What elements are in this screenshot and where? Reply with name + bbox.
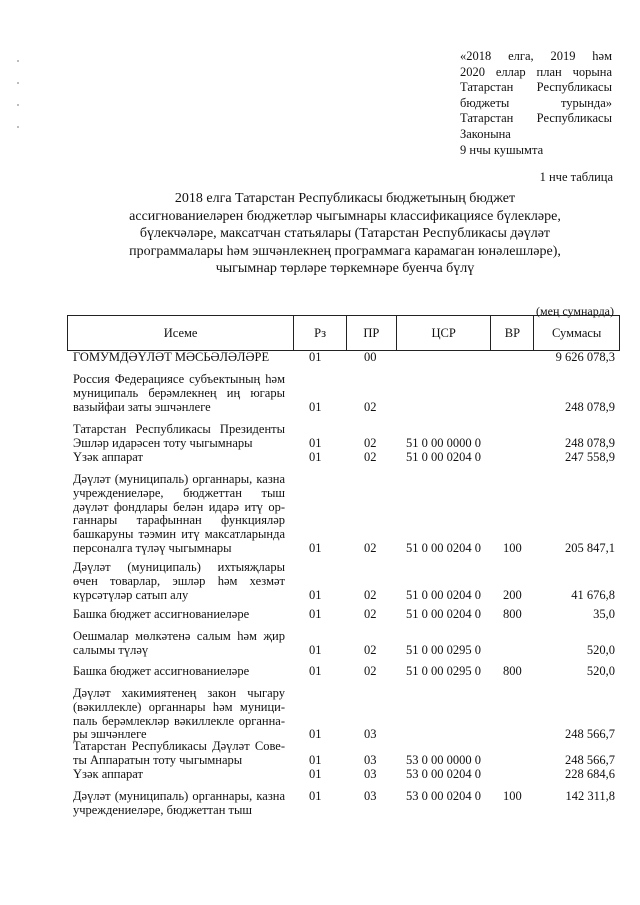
cell-name-line: ГОМУМДӘҮЛӘТ МӘСЬӘЛӘЛӘРЕ — [73, 350, 270, 364]
cell-rz — [293, 687, 346, 742]
cell-vr-value: 100 — [503, 789, 522, 803]
cell-rz — [293, 561, 346, 602]
cell-name-line: Үзәк аппарат — [73, 450, 143, 464]
cell-name — [67, 608, 293, 622]
cell-name — [67, 740, 293, 768]
cell-sum — [534, 351, 620, 365]
cell-csr — [396, 423, 491, 451]
cell-csr — [396, 687, 491, 742]
cell-sum — [534, 740, 620, 768]
cell-pr — [346, 351, 396, 365]
cell-pr — [346, 740, 396, 768]
cell-pr — [346, 373, 396, 414]
cell-pr-value: 02 — [364, 587, 377, 602]
cell-vr — [491, 351, 534, 365]
cell-vr-value: 800 — [503, 664, 522, 678]
table-row — [67, 630, 620, 658]
cell-vr — [491, 665, 534, 679]
cell-pr-value: 02 — [364, 450, 377, 464]
cell-rz — [293, 423, 346, 451]
cell-pr-value: 00 — [364, 350, 377, 364]
table-row — [67, 687, 620, 742]
cell-rz-value: 01 — [309, 350, 322, 364]
cell-rz-value: 01 — [309, 642, 322, 657]
cell-pr-value: 02 — [364, 399, 377, 414]
cell-rz-value: 01 — [309, 767, 322, 781]
cell-name-line: Башка бюджет ассигнованиеләре — [73, 664, 250, 678]
cell-csr — [396, 665, 491, 679]
cell-name-line: дәүләт фондлары белән идарә итү ор- — [73, 499, 285, 514]
cell-pr — [346, 561, 396, 602]
cell-csr-value: 51 0 00 0204 0 — [406, 587, 481, 602]
table-row — [67, 608, 620, 622]
cell-pr — [346, 687, 396, 742]
cell-rz-value: 01 — [309, 435, 322, 450]
cell-pr-value: 02 — [364, 607, 377, 621]
cell-sum-value: 520,0 — [586, 642, 615, 657]
cell-sum-value: 248 078,9 — [565, 399, 615, 414]
cell-pr — [346, 665, 396, 679]
cell-vr-value: 200 — [503, 587, 522, 602]
header-csr: ЦСР — [396, 316, 491, 350]
cell-csr-value: 51 0 00 0204 0 — [406, 607, 481, 621]
cell-sum — [534, 473, 620, 556]
cell-vr — [491, 423, 534, 451]
cell-vr — [491, 473, 534, 556]
cell-csr — [396, 740, 491, 768]
cell-sum — [534, 423, 620, 451]
cell-csr-value: 53 0 00 0204 0 — [406, 789, 481, 803]
cell-sum-value: 41 676,8 — [571, 587, 615, 602]
cell-name-line: Үзәк аппарат — [73, 767, 143, 781]
cell-sum-value: 248 566,7 — [565, 727, 615, 742]
cell-name-line: паль берәмлекләр вәкиллекле органна- — [73, 713, 285, 728]
cell-sum-value: 248 078,9 — [565, 435, 615, 450]
cell-sum — [534, 665, 620, 679]
cell-rz — [293, 608, 346, 622]
cell-pr — [346, 630, 396, 658]
cell-name-line: Россия Федерациясе субъектының һәм — [73, 372, 285, 386]
cell-csr — [396, 768, 491, 782]
table-row — [67, 790, 620, 818]
cell-name-line: вазыйфаи заты эшчәнлеге — [73, 399, 211, 414]
cell-pr — [346, 790, 396, 818]
cell-name-line: күрсәтүләр сатып алу — [73, 587, 189, 602]
cell-name — [67, 351, 293, 365]
cell-rz — [293, 665, 346, 679]
cell-name — [67, 687, 293, 742]
cell-name — [67, 451, 293, 465]
cell-csr — [396, 561, 491, 602]
cell-csr-value: 53 0 00 0204 0 — [406, 767, 481, 781]
cell-csr — [396, 351, 491, 365]
cell-vr — [491, 687, 534, 742]
cell-pr-value: 03 — [364, 752, 377, 767]
cell-rz-value: 01 — [309, 789, 322, 803]
table-row — [67, 451, 620, 465]
cell-name-line: (вәкиллекле) органнары һәм муници- — [73, 699, 285, 714]
table-number: 1 нче таблица — [539, 170, 613, 184]
table-row — [67, 373, 620, 414]
cell-sum — [534, 373, 620, 414]
cell-rz — [293, 768, 346, 782]
cell-name-line: Дәүләт (муниципаль) органнары, казна — [73, 472, 285, 486]
cell-csr-value: 51 0 00 0204 0 — [406, 450, 481, 464]
approval-note — [460, 49, 612, 158]
cell-rz-value: 01 — [309, 450, 322, 464]
cell-name-line: Башка бюджет ассигнованиеләре — [73, 607, 250, 621]
cell-pr — [346, 423, 396, 451]
cell-vr — [491, 740, 534, 768]
cell-name-line: муниципаль берәмлекнең иң югары — [73, 385, 285, 400]
cell-name-line: Дәүләт хакимиятенең закон чыгару — [73, 686, 285, 700]
table-row — [67, 665, 620, 679]
cell-sum-value: 228 684,6 — [565, 767, 615, 781]
cell-rz-value: 01 — [309, 752, 322, 767]
header-vr: ВР — [490, 316, 533, 350]
cell-name-line: персоналга түләү чыгымнары — [73, 540, 232, 555]
cell-name-line: Дәүләт (муниципаль) органнары, казна — [73, 789, 285, 803]
cell-csr — [396, 373, 491, 414]
cell-name-line: ты Аппаратын тоту чыгымнары — [73, 752, 243, 767]
cell-name-line: Татарстан Республикасы Президенты — [73, 422, 285, 436]
cell-vr-value: 800 — [503, 607, 522, 621]
cell-sum-value: 9 626 078,3 — [555, 350, 615, 364]
cell-vr-value: 100 — [503, 540, 522, 555]
cell-csr — [396, 608, 491, 622]
cell-name-line: Дәүләт (муниципаль) ихтыяҗлары — [73, 560, 285, 574]
approval-note-line: 2020 еллар план чорына — [460, 64, 612, 79]
cell-sum-value: 520,0 — [586, 664, 615, 678]
cell-rz — [293, 473, 346, 556]
cell-pr — [346, 768, 396, 782]
cell-name — [67, 665, 293, 679]
cell-name-line: учреждениеләре, бюджеттан тыш — [73, 485, 285, 500]
table-row — [67, 351, 620, 365]
cell-name — [67, 373, 293, 414]
cell-name — [67, 790, 293, 818]
table-row — [67, 473, 620, 556]
cell-csr — [396, 451, 491, 465]
cell-pr — [346, 473, 396, 556]
cell-sum — [534, 790, 620, 818]
cell-vr — [491, 608, 534, 622]
title-line: 2018 елга Татарстан Республикасы бюджетының бюджет — [174, 191, 516, 206]
cell-name — [67, 473, 293, 556]
approval-note-line: Законына — [460, 126, 511, 141]
cell-vr — [491, 373, 534, 414]
cell-name-line: ганнары тарафыннан функцияләр — [73, 513, 285, 528]
cell-rz-value: 01 — [309, 664, 322, 678]
header-rz: Рз — [293, 316, 346, 350]
cell-sum — [534, 630, 620, 658]
cell-name — [67, 561, 293, 602]
cell-pr-value: 03 — [364, 727, 377, 742]
cell-vr — [491, 790, 534, 818]
cell-csr — [396, 790, 491, 818]
table-row — [67, 423, 620, 451]
cell-name-line: Оешмалар мөлкәтенә салым һәм җир — [73, 629, 285, 643]
cell-sum — [534, 608, 620, 622]
cell-vr — [491, 561, 534, 602]
cell-sum-value: 205 847,1 — [565, 540, 615, 555]
cell-rz — [293, 351, 346, 365]
header-pr: ПР — [346, 316, 396, 350]
title-line: бүлекчәләре, максатчан статьялары (Татарстан Республикасы дәүләт — [139, 226, 551, 241]
cell-csr-value: 51 0 00 0295 0 — [406, 664, 481, 678]
cell-rz-value: 01 — [309, 587, 322, 602]
unit-note: (мең сумнарда) — [536, 304, 614, 318]
cell-rz — [293, 740, 346, 768]
cell-pr-value: 02 — [364, 540, 377, 555]
cell-name — [67, 768, 293, 782]
table-row — [67, 561, 620, 602]
cell-sum — [534, 561, 620, 602]
cell-csr-value: 51 0 00 0000 0 — [406, 435, 481, 450]
cell-name-line: ры эшчәнлеге — [73, 727, 147, 742]
cell-pr-value: 03 — [364, 767, 377, 781]
approval-note-line: бюджеты турында» — [460, 95, 612, 110]
approval-note-line: «2018 елга, 2019 һәм — [460, 49, 612, 63]
header-sum: Суммасы — [533, 316, 619, 350]
approval-note-line: Татарстан Республикасы — [460, 80, 612, 95]
table-row — [67, 768, 620, 782]
cell-sum-value: 247 558,9 — [565, 450, 615, 464]
document-title — [70, 190, 620, 278]
cell-name-line: салымы түләү — [73, 642, 149, 657]
cell-rz — [293, 790, 346, 818]
cell-csr — [396, 473, 491, 556]
cell-rz — [293, 451, 346, 465]
cell-pr — [346, 608, 396, 622]
cell-sum-value: 142 311,8 — [565, 789, 615, 803]
cell-vr — [491, 768, 534, 782]
cell-pr-value: 02 — [364, 664, 377, 678]
cell-rz — [293, 630, 346, 658]
cell-sum-value: 35,0 — [593, 607, 615, 621]
cell-rz-value: 01 — [309, 727, 322, 742]
cell-name-line: Эшләр идарәсен тоту чыгымнары — [73, 435, 253, 450]
cell-sum — [534, 451, 620, 465]
cell-name-line: учреждениеләре, бюджеттан тыш — [73, 802, 253, 817]
cell-sum — [534, 687, 620, 742]
table-header — [67, 315, 620, 351]
cell-pr-value: 02 — [364, 642, 377, 657]
cell-rz-value: 01 — [309, 540, 322, 555]
title-line: чыгымнар төрләре төркемнәре буенча бүлү — [215, 261, 475, 276]
cell-pr-value: 03 — [364, 789, 377, 803]
cell-name-line: Татарстан Республикасы Дәүләт Сове- — [73, 739, 285, 753]
header-name: Исеме — [163, 325, 198, 340]
cell-pr-value: 02 — [364, 435, 377, 450]
cell-sum-value: 248 566,7 — [565, 752, 615, 767]
cell-sum — [534, 768, 620, 782]
table-row — [67, 740, 620, 768]
cell-vr — [491, 630, 534, 658]
cell-vr — [491, 451, 534, 465]
cell-rz-value: 01 — [309, 607, 322, 621]
cell-name-line: башкаруны тәэмин итү максатларында — [73, 527, 285, 542]
cell-pr — [346, 451, 396, 465]
cell-name — [67, 423, 293, 451]
cell-csr-value: 53 0 00 0000 0 — [406, 752, 481, 767]
approval-note-line: Татарстан Республикасы — [460, 111, 612, 126]
cell-csr — [396, 630, 491, 658]
cell-rz — [293, 373, 346, 414]
scan-margin-dots — [17, 60, 19, 130]
cell-name-line: өчен товарлар, эшләр һәм хезмәт — [73, 573, 285, 588]
cell-rz-value: 01 — [309, 399, 322, 414]
title-line: программалары һәм эшчәнлекнең программага карамаган юнәлешләре), — [129, 243, 561, 259]
cell-csr-value: 51 0 00 0295 0 — [406, 642, 481, 657]
approval-note-line: 9 нчы кушымта — [460, 142, 544, 157]
title-line: ассигнованиеләрен бюджетләр чыгымнары классификациясе бүлекләре, — [129, 208, 561, 224]
cell-csr-value: 51 0 00 0204 0 — [406, 540, 481, 555]
cell-name — [67, 630, 293, 658]
